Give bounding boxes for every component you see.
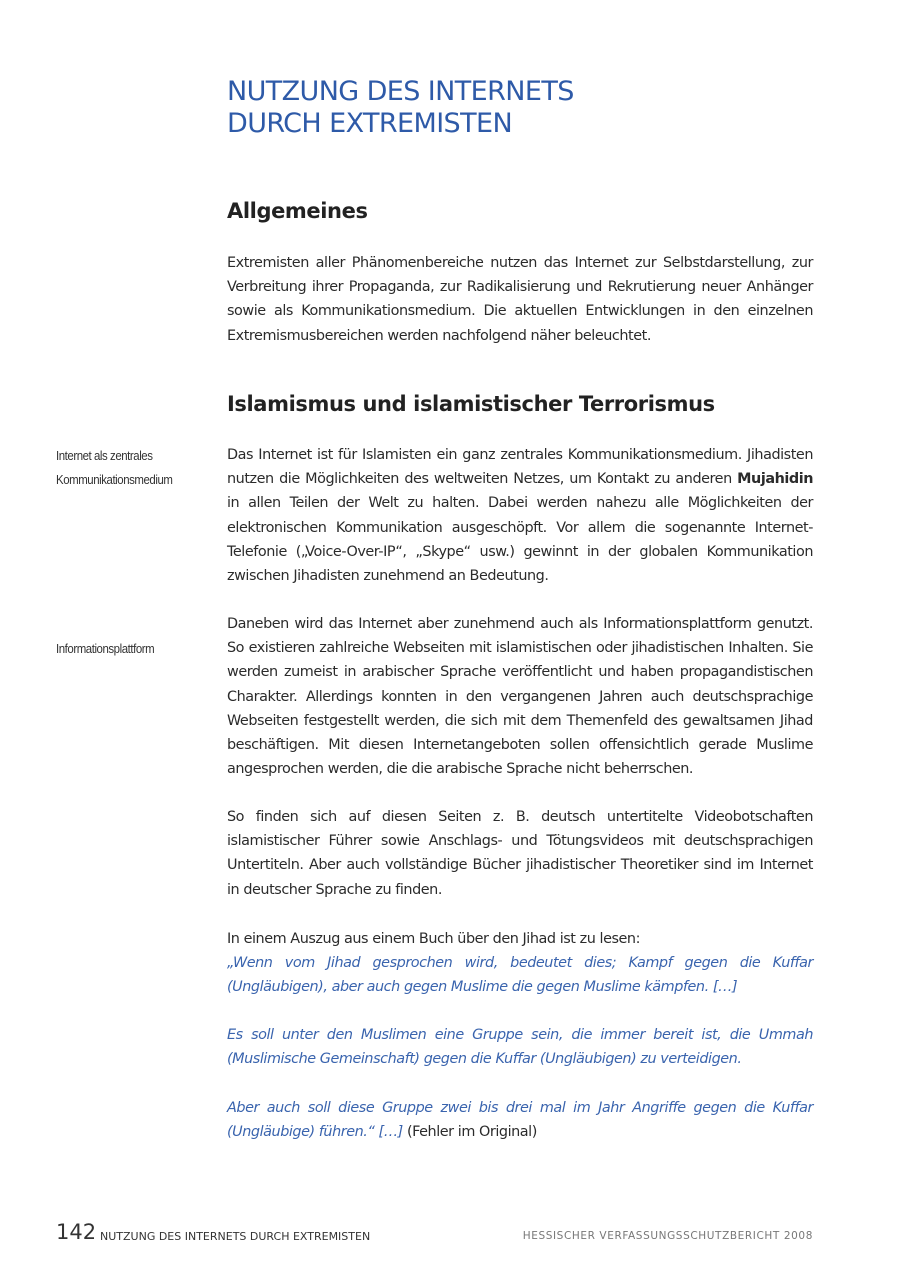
paragraph-informationsplattform: Daneben wird das Internet aber zunehmend auch als Informationsplattform genutzt. So existieren zahlreiche Webseiten mit islamistischen oder jihadistischen Inhalten. Sie werden zumeist in arabischer Sprache veröffentlicht und haben propagandistischen Charakter. Allerdings konnten in den vergangenen Jahren auch deutschsprachige Webseiten festgestellt werden, die sich mit dem Themenfeld des gewaltsamen Jihad beschäftigen. Mit diesen Internetangeboten sollen offensichtlich gerade Muslime angesprochen werden, die die arabische Sprache nicht beherrschen.	[227, 616, 813, 778]
paragraph-text: in allen Teilen der Welt zu halten. Dabei werden nahezu alle Möglichkeiten der elektronischen Kommunikation ausgeschöpft. Vor allem die sogenannte Internet-Telefonie („Voice-Over-IP“, „Skype“ usw.) gewinnt in der globalen Kommunikation zwischen Jihadisten zunehmend an Bedeutung.	[227, 495, 813, 585]
quote-intro: In einem Auszug aus einem Buch über den Jihad ist zu lesen:	[227, 931, 640, 947]
quote-note: (Fehler im Original)	[402, 1124, 537, 1141]
paragraph-videobotschaften: So finden sich auf diesen Seiten z. B. deutsch untertitelte Videobotschaften islamistischer Führer sowie Anschlags- und Tötungsvideos mit deutschsprachigen Untertiteln. Aber auch vollständige Bücher jihadistischer Theoretiker sind im Internet in deutscher Sprache zu finden.	[227, 809, 813, 898]
paragraph-allgemeines: Extremisten aller Phänomenbereiche nutzen das Internet zur Selbstdarstellung, zur Verbreitung ihrer Propaganda, zur Radikalisierung und Rekrutierung neuer Anhänger sowie als Kommunikationsmedium. Die aktuellen Entwicklungen in den einzelnen Extremismusbereichen werden nachfolgend näher beleuchtet.	[227, 255, 813, 344]
margin-note-line: Kommunikationsmedium	[56, 472, 173, 488]
quote-text: „Wenn vom Jihad gesprochen wird, bedeutet dies; Kampf gegen die Kuffar (Ungläubigen), aber auch gegen Muslime die gegen Muslime kämpfen. […]	[227, 955, 813, 996]
section-heading-islamismus: Islamismus und islamistischer Terrorismus	[227, 392, 715, 416]
margin-note-line: Informationsplattform	[56, 641, 155, 656]
paragraph-buchauszug	[227, 927, 813, 1000]
paragraph-kommunikationsmedium	[227, 443, 813, 588]
chapter-title	[227, 76, 574, 140]
margin-note-kommunikationsmedium	[56, 444, 197, 492]
term-mujahidin: Mujahidin	[737, 471, 813, 488]
footer-report-title: HESSISCHER VERFASSUNGSSCHUTZBERICHT 2008	[522, 1230, 813, 1242]
page-number: 142	[56, 1220, 97, 1244]
paragraph-text: Das Internet ist für Islamisten ein ganz zentrales Kommunikationsmedium. Jihadisten nutzen die Möglichkeiten des weltweiten Netzes, um Kontakt zu anderen	[227, 447, 813, 488]
chapter-title-line1: NUTZUNG DES INTERNETS	[227, 76, 574, 107]
quote-ummah: Es soll unter den Muslimen eine Gruppe sein, die immer bereit ist, die Ummah (Muslimische Gemeinschaft) gegen die Kuffar (Ungläubigen) zu verteidigen.	[227, 1027, 813, 1068]
margin-note-line: Internet als zentrales	[56, 448, 153, 463]
footer-chapter-title: NUTZUNG DES INTERNETS DURCH EXTREMISTEN	[100, 1230, 371, 1243]
quote-angriffe	[227, 1096, 813, 1144]
chapter-title-line2: DURCH EXTREMISTEN	[227, 108, 513, 139]
margin-note-informationsplattform	[56, 637, 197, 661]
section-heading-allgemeines: Allgemeines	[227, 199, 368, 223]
quote-text: Aber auch soll diese Gruppe zwei bis drei mal im Jahr Angriffe gegen die Kuffar (Ungläubige) führen.“ […]	[227, 1100, 813, 1141]
